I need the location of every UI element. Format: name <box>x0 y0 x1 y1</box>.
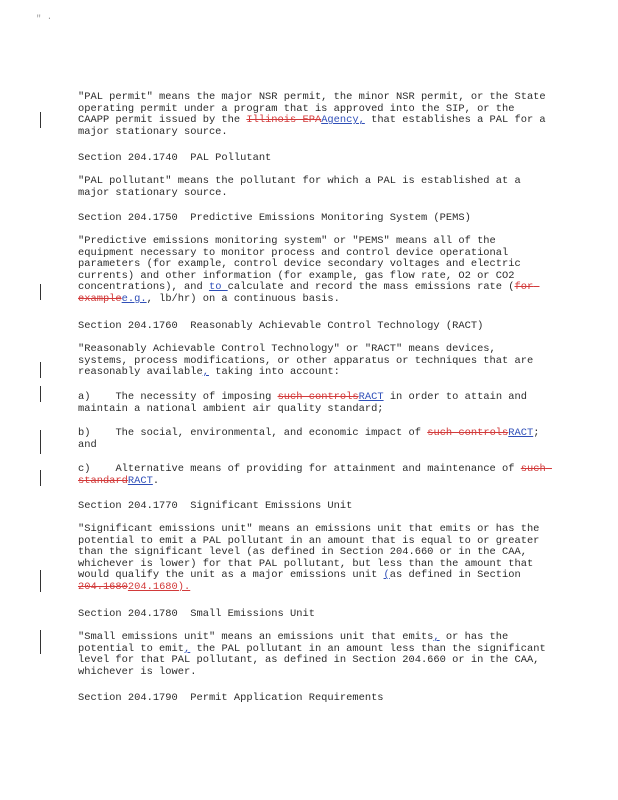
ract-definition: "Reasonably Achievable Control Technology" or "RACT" means devices, systems, process modifications, or other apparatus or techniques that are reasonably available, taking into account: <box>78 343 540 379</box>
section-1740-heading: Section 204.1740 PAL Pollutant <box>78 152 272 164</box>
change-bar <box>40 362 41 378</box>
ract-item-a: a) The necessity of imposing such controlsRACT in order to attain and maintain a national ambient air quality standard; <box>78 391 534 415</box>
section-1750-heading: Section 204.1750 Predictive Emissions Monitoring System (PEMS) <box>78 212 471 224</box>
change-bar <box>40 284 41 300</box>
change-bar <box>40 630 41 654</box>
change-bar <box>40 112 41 128</box>
pal-pollutant-definition: "PAL pollutant" means the pollutant for which a PAL is established at a major stationary source. <box>78 175 527 199</box>
ract-item-c: c) Alternative means of providing for attainment and maintenance of such standardRACT. <box>78 463 552 487</box>
pems-definition: "Predictive emissions monitoring system" or "PEMS" means all of the equipment necessary to monitor process and control device operational parameters (for example, control device secondary voltages and electric currents) and other information (for example, gas flow rate, O2 or CO2 concentrations), and to calculate and record the mass emissions rate (for examplee.g., lb/hr) on a continuous basis. <box>78 235 540 305</box>
change-bar <box>40 386 41 402</box>
section-1790-heading: Section 204.1790 Permit Application Requirements <box>78 692 384 704</box>
pal-permit-definition: "PAL permit" means the major NSR permit, the minor NSR permit, or the State operating permit under a program that is approved into the SIP, or the CAAPP permit issued by the Illinois EPAAgency, that establishes a PAL for a major stationary source. <box>78 91 552 138</box>
section-1760-heading: Section 204.1760 Reasonably Achievable Control Technology (RACT) <box>78 320 484 332</box>
section-1780-heading: Section 204.1780 Small Emissions Unit <box>78 608 315 620</box>
scan-specks: " · <box>36 14 53 24</box>
change-bar <box>40 430 41 454</box>
significant-emissions-unit-definition: "Significant emissions unit" means an emissions unit that emits or has the potential to emit a PAL pollutant in an amount that is equal to or greater than the significant level (as defined in Section 204.660 or in the CAA, whichever is lower) for that PAL pollutant, but less than the amount that would qualify the unit as a major emissions unit (as defined in Section 204.1680204.1680). <box>78 523 546 593</box>
ract-item-b: b) The social, environmental, and economic impact of such controlsRACT; and <box>78 427 546 451</box>
section-1770-heading: Section 204.1770 Significant Emissions Unit <box>78 500 353 512</box>
small-emissions-unit-definition: "Small emissions unit" means an emissions unit that emits, or has the potential to emit, the PAL pollutant in an amount less than the significant level for that PAL pollutant, as defined in Section 204.660 or in the CAA, whichever is lower. <box>78 631 552 678</box>
change-bar <box>40 570 41 592</box>
change-bar <box>40 470 41 486</box>
